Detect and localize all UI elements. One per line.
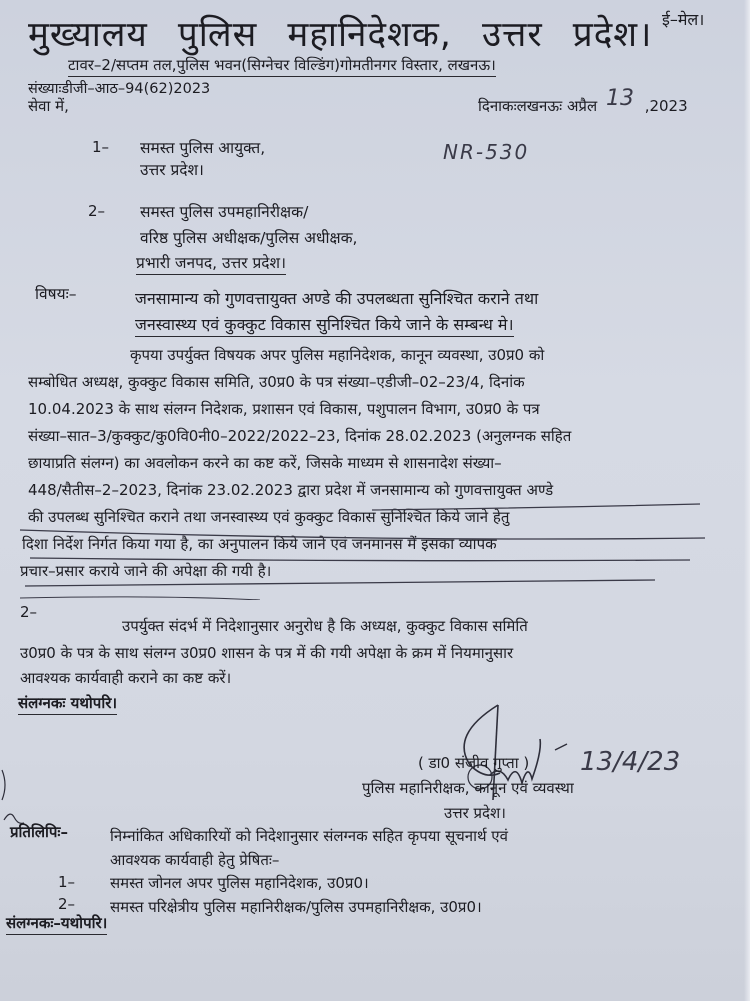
- page-edge: [744, 0, 750, 1001]
- copy-item-text: समस्त जोनल अपर पुलिस महानिदेशक, उ0प्र0।: [110, 874, 369, 892]
- recipient-line: उत्तर प्रदेश।: [140, 161, 204, 179]
- body-line: दिशा निर्देश निर्गत किया गया है, का अनुपालन किये जाने एवं जनमानस में इसका व्यापक: [22, 535, 497, 553]
- letter-date: [478, 96, 688, 116]
- signatory-designation: पुलिस महानिरीक्षक, कानून एवं व्यवस्था: [362, 779, 574, 797]
- date-year: ,2023: [644, 97, 688, 115]
- letterhead-title: मुख्यालय पुलिस महानिदेशक, उत्तर प्रदेश।: [28, 15, 653, 55]
- handwritten-signature-date: 13/4/23: [580, 747, 681, 777]
- signatory-name: ( डा0 संजीव गुप्ता ): [418, 754, 530, 772]
- body-line: आवश्यक कार्यवाही कराने का कष्ट करें।: [20, 669, 232, 687]
- body-line: उ0प्र0 के पत्र के साथ संलग्न उ0प्र0 शासन के पत्र में की गयी अपेक्षा के क्रम में नियमानुसार: [20, 644, 514, 662]
- copy-label: प्रतिलिपिः–: [10, 823, 68, 841]
- recipient-number: 1–: [92, 138, 110, 156]
- copy-item-number: 1–: [58, 873, 76, 891]
- pen-underline-marks: [0, 490, 750, 600]
- copy-item-text: समस्त परिक्षेत्रीय पुलिस महानिरीक्षक/पुलिस उपमहानिरीक्षक, उ0प्र0।: [110, 898, 482, 916]
- paragraph-number: 2–: [20, 603, 38, 621]
- recipient-line: वरिष्ठ पुलिस अधीक्षक/पुलिस अधीक्षक,: [140, 229, 358, 247]
- body-line: कृपया उपर्युक्त विषयक अपर पुलिस महानिदेशक, कानून व्यवस्था, उ0प्र0 को: [130, 346, 545, 364]
- body-line: सम्बोधित अध्यक्ष, कुक्कुट विकास समिति, उ0प्र0 के पत्र संख्या–एडीजी–02–23/4, दिनांक: [28, 373, 525, 391]
- recipient-number: 2–: [88, 202, 106, 220]
- body-line: प्रचार–प्रसार कराये जाने की अपेक्षा की गयी है।: [20, 562, 272, 580]
- date-label: दिनाकःलखनऊः अप्रैल: [478, 97, 598, 115]
- signatory-state: उत्तर प्रदेश।: [444, 804, 506, 822]
- subject-label: विषयः–: [35, 285, 77, 303]
- subject-line: जनसामान्य को गुणवत्तायुक्त अण्डे की उपलब्धता सुनिश्चित कराने तथा: [135, 289, 539, 308]
- letterhead-address: टावर–2/सप्तम तल,पुलिस भवन(सिग्नेचर विल्डिंग)गोमतीनगर विस्तार, लखनऊ।: [68, 55, 496, 77]
- recipient-line: प्रभारी जनपद, उत्तर प्रदेश।: [136, 251, 286, 275]
- reference-number: संख्याःडीजी–आठ–94(62)2023: [28, 81, 211, 97]
- delivery-mode: ई–मेल।: [662, 10, 705, 29]
- copy-intro-line: आवश्यक कार्यवाही हेतु प्रेषितः–: [110, 851, 280, 869]
- recipient-line: समस्त पुलिस आयुक्त,: [140, 139, 266, 157]
- body-line: उपर्युक्त संदर्भ में निदेशानुसार अनुरोध है कि अध्यक्ष, कुक्कुट विकास समिति: [122, 617, 528, 635]
- body-line: की उपलब्ध सुनिश्चित कराने तथा जनस्वास्थ्य एवं कुक्कुट विकास सुनिश्चित किये जाने हेतु: [28, 508, 510, 526]
- body-line: 10.04.2023 के साथ संलग्न निदेशक, प्रशासन एवं विकास, पशुपालन विभाग, उ0प्र0 के पत्र: [28, 400, 540, 418]
- copy-intro-line: निम्नांकित अधिकारियों को निदेशानुसार संलग्नक सहित कृपया सूचनार्थ एवं: [110, 827, 508, 845]
- enclosure-note: संलग्नकः यथोपरि।: [18, 693, 117, 715]
- recipient-line: समस्त पुलिस उपमहानिरीक्षक/: [140, 203, 309, 221]
- copy-enclosure-note: संलग्नकः–यथोपरि।: [6, 913, 107, 935]
- handwritten-note: NR-530: [443, 140, 530, 164]
- copy-item-number: 2–: [58, 895, 76, 913]
- body-line: छायाप्रति संलग्न) का अवलोकन करने का कष्ट करें, जिसके माध्यम से शासनादेश संख्या–: [28, 454, 502, 472]
- salutation: सेवा में,: [28, 97, 69, 115]
- body-line: संख्या–सात–3/कुक्कुट/कु0वि0नी0–2022/2022–23, दिनांक 28.02.2023 (अनुलग्नक सहित: [28, 427, 572, 445]
- body-line: 448/सैतीस–2–2023, दिनांक 23.02.2023 द्वारा प्रदेश में जनसामान्य को गुणवत्तायुक्त अण्डे: [28, 481, 554, 499]
- handwritten-date-day: 13: [606, 86, 634, 111]
- subject-line: जनस्वास्थ्य एवं कुक्कुट विकास सुनिश्चित किये जाने के सम्बन्ध मे।: [135, 313, 514, 337]
